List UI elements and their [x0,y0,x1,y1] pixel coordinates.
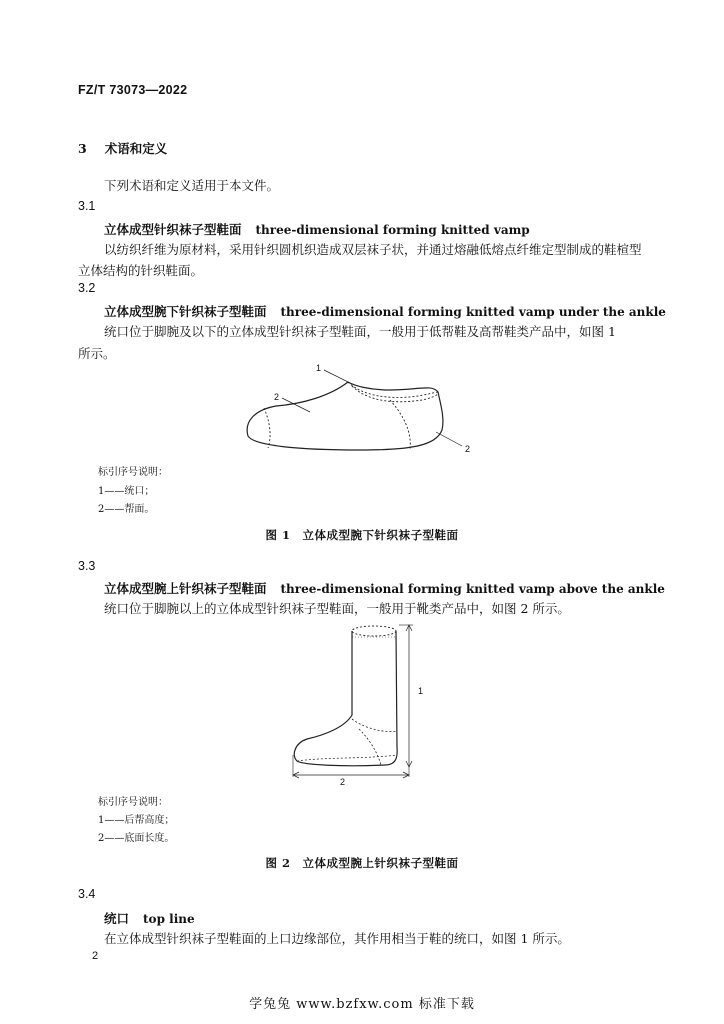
figure2-legend-item: 1——后帮高度； [98,815,175,826]
term-heading [104,301,666,320]
figure2-label: 1 [418,686,424,696]
term-definition-line: 在立体成型针织袜子型鞋面的上口边缘部位，其作用相当于鞋的统口，如图 1 所示。 [104,931,570,946]
term-definition-line: 所示。 [78,346,116,361]
figure2-caption: 图 2 立体成型腕上针织袜子型鞋面 [265,856,459,870]
figure2-legend-item: 2——底面长度。 [98,833,175,844]
term-en: three-dimensional forming knitted vamp under the ankle [280,305,666,319]
term-en: three-dimensional forming knitted vamp [255,223,530,237]
heel-seam [359,729,381,765]
section-heading [78,139,167,157]
figure2-drawing [285,615,445,795]
boot-outline [294,631,397,766]
figure1-caption: 图 1 立体成型腕下针织袜子型鞋面 [265,528,459,542]
figure1-legend-item: 2——帮面。 [98,504,155,515]
term-zh: 统口 [104,911,130,926]
figure2-legend-title: 标引序号说明： [98,797,168,808]
term-number: 3.4 [78,887,96,901]
figure2-label: 2 [340,777,346,787]
ankle-seam [352,719,397,732]
figure1-drawing [240,360,490,460]
term-zh: 立体成型腕上针织袜子型鞋面 [104,581,267,596]
footer-watermark: 学兔兔 www.bzfxw.com 标准下载 [249,997,475,1012]
term-zh: 立体成型针织袜子型鞋面 [104,222,242,237]
leader-1 [324,370,348,382]
figure1-legend-item: 1——统口； [98,486,155,497]
term-number: 3.3 [78,559,96,573]
page-number: 2 [92,950,99,962]
leader-2b [436,432,462,446]
heel-seam [390,400,410,450]
sole-line [297,755,397,761]
toe-seam [264,408,270,448]
term-zh: 立体成型腕下针织袜子型鞋面 [104,304,267,319]
section-title: 术语和定义 [104,141,168,156]
figure1-label: 2 [465,444,471,454]
term-heading [104,578,665,597]
figure1-legend-title: 标引序号说明： [98,467,168,478]
term-number: 3.1 [78,199,96,213]
term-number: 3.2 [78,281,96,295]
intro-text: 下列术语和定义适用于本文件。 [104,178,280,193]
standard-code: FZ/T 73073—2022 [78,83,188,97]
term-definition-line: 统口位于脚腕及以下的立体成型针织袜子型鞋面，一般用于低帮鞋及高帮鞋类产品中，如图 1 [104,324,616,339]
term-definition-line: 统口位于脚腕以上的立体成型针织袜子型鞋面，一般用于靴类产品中，如图 2 所示。 [104,601,570,616]
section-number: 3 [78,141,87,156]
term-en: top line [143,912,195,926]
term-definition-line: 立体结构的针织鞋面。 [78,263,204,278]
term-heading [104,219,530,238]
top-ellipse [352,626,396,636]
term-heading [104,908,195,927]
term-definition-line: 以纺织纤维为原材料，采用针织圆机织造成双层袜子状，并通过熔融低熔点纤维定型制成的鞋楦型 [104,242,642,257]
figure1-label: 1 [316,363,322,373]
figure1-label: 2 [274,392,280,402]
term-en: three-dimensional forming knitted vamp above the ankle [280,582,665,596]
